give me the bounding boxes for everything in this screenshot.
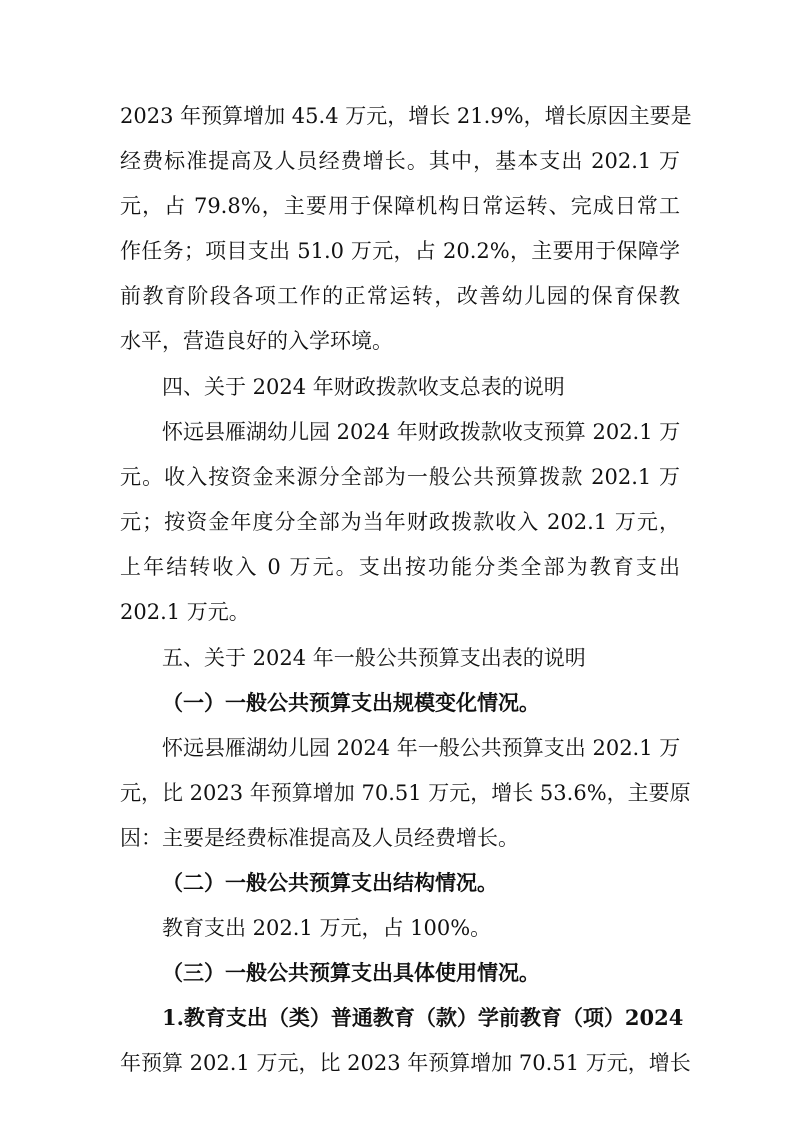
subsection-heading-2: （二）一般公共预算支出结构情况。 [162, 870, 498, 895]
body-text-line: 202.1 万元。 [120, 600, 250, 624]
subsection-heading-3: （三）一般公共预算支出具体使用情况。 [162, 960, 540, 985]
body-text-line: 元。收入按资金来源分全部为一般公共预算拨款 202.1 万 [120, 465, 680, 489]
section-heading-5: 五、关于 2024 年一般公共预算支出表的说明 [162, 646, 586, 670]
body-text-line: 教育支出 202.1 万元，占 100%。 [162, 916, 492, 940]
body-text-line: 上年结转收入 0 万元。支出按功能分类全部为教育支出 [120, 555, 680, 579]
section-heading-4: 四、关于 2024 年财政拨款收支总表的说明 [162, 375, 565, 399]
body-text-line: 因：主要是经费标准提高及人员经费增长。 [120, 826, 519, 850]
body-text-line: 元，占 79.8%，主要用于保障机构日常运转、完成日常工 [120, 194, 680, 218]
body-text-line: 怀远县雁湖幼儿园 2024 年一般公共预算支出 202.1 万 [162, 736, 681, 760]
body-text-line: 水平，营造良好的入学环境。 [120, 329, 393, 353]
body-text-line: 年预算 202.1 万元，比 2023 年预算增加 70.51 万元，增长 [120, 1051, 691, 1075]
body-text-line: 元，比 2023 年预算增加 70.51 万元，增长 53.6%，主要原 [120, 781, 691, 805]
body-text-line: 怀远县雁湖幼儿园 2024 年财政拨款收支预算 202.1 万 [162, 420, 681, 444]
body-text-line: 经费标准提高及人员经费增长。其中，基本支出 202.1 万 [120, 149, 680, 173]
body-text-line: 元；按资金年度分全部为当年财政拨款收入 202.1 万元， [120, 510, 680, 534]
body-text-line: 作任务；项目支出 51.0 万元，占 20.2%，主要用于保障学 [120, 239, 680, 263]
body-text-line: 前教育阶段各项工作的正常运转，改善幼儿园的保育保教 [120, 284, 680, 308]
body-text-line: 2023 年预算增加 45.4 万元，增长 21.9%，增长原因主要是 [120, 104, 692, 128]
subsection-heading-1: （一）一般公共预算支出规模变化情况。 [162, 690, 540, 715]
item-heading-1: 1.教育支出（类）普通教育（款）学前教育（项）2024 [162, 1005, 684, 1030]
